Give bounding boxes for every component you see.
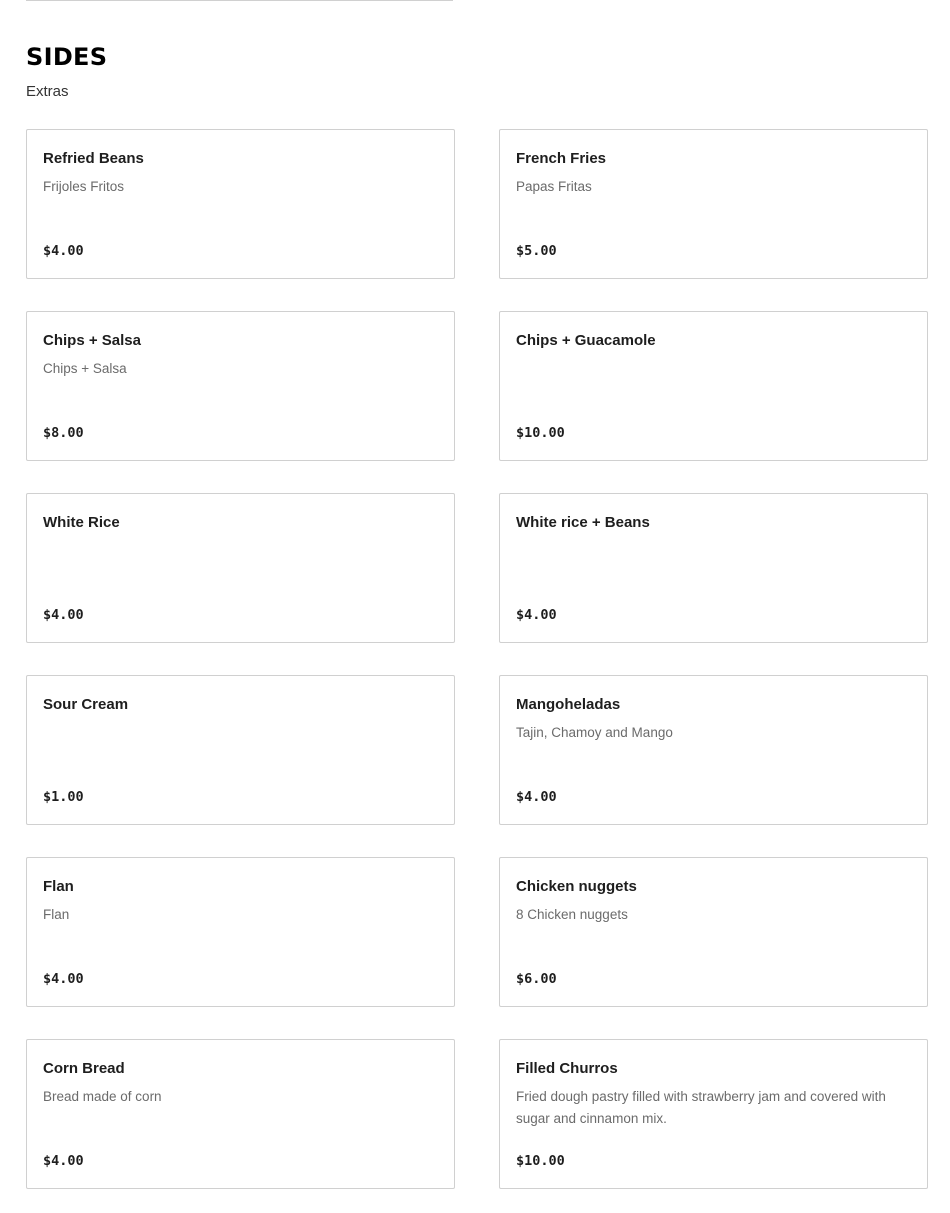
item-price: $4.00 xyxy=(43,971,84,987)
menu-item-card[interactable] xyxy=(499,1039,928,1189)
item-price: $10.00 xyxy=(516,425,565,441)
item-name: Filled Churros xyxy=(516,1060,618,1077)
menu-item-card[interactable] xyxy=(26,857,455,1007)
menu-item-card[interactable] xyxy=(26,129,455,279)
menu-item-card[interactable] xyxy=(499,129,928,279)
section-subtitle: Extras xyxy=(26,83,69,100)
item-description: 8 Chicken nuggets xyxy=(516,907,628,922)
item-price: $5.00 xyxy=(516,243,557,259)
menu-item-card[interactable] xyxy=(499,857,928,1007)
item-price: $4.00 xyxy=(516,607,557,623)
item-name: French Fries xyxy=(516,150,607,167)
item-description: Chips + Salsa xyxy=(43,361,127,376)
item-price: $4.00 xyxy=(43,1153,84,1169)
menu-item-card[interactable] xyxy=(26,1039,455,1189)
section-header xyxy=(26,40,107,102)
item-name: Sour Cream xyxy=(43,696,129,713)
item-price: $6.00 xyxy=(516,971,557,987)
item-description: Fried dough pastry filled with strawberry jam and covered with sugar and cinnamon mix. xyxy=(516,1089,886,1126)
item-price: $4.00 xyxy=(43,607,84,623)
item-price: $8.00 xyxy=(43,425,84,441)
item-price: $10.00 xyxy=(516,1153,565,1169)
item-name: Corn Bread xyxy=(43,1060,125,1077)
item-price: $4.00 xyxy=(43,243,84,259)
menu-item-grid xyxy=(26,129,928,1189)
item-name: White Rice xyxy=(43,514,120,531)
item-name: Chicken nuggets xyxy=(516,878,637,895)
item-description: Papas Fritas xyxy=(516,179,592,194)
item-name: Flan xyxy=(43,878,74,895)
section-title: SIDES xyxy=(26,43,108,71)
item-price: $4.00 xyxy=(516,789,557,805)
menu-item-card[interactable] xyxy=(499,493,928,643)
item-name: Chips + Salsa xyxy=(43,332,141,349)
menu-item-card[interactable] xyxy=(499,311,928,461)
item-name: White rice + Beans xyxy=(516,514,650,531)
item-description: Bread made of corn xyxy=(43,1089,162,1104)
item-price: $1.00 xyxy=(43,789,84,805)
item-name: Refried Beans xyxy=(43,150,144,167)
top-divider xyxy=(26,0,453,1)
menu-item-card[interactable] xyxy=(26,493,455,643)
item-description: Flan xyxy=(43,907,70,922)
menu-item-card[interactable] xyxy=(499,675,928,825)
menu-item-card[interactable] xyxy=(26,311,455,461)
menu-item-card[interactable] xyxy=(26,675,455,825)
item-description: Tajin, Chamoy and Mango xyxy=(516,725,673,740)
item-description: Frijoles Fritos xyxy=(43,179,125,194)
item-name: Chips + Guacamole xyxy=(516,332,656,349)
item-name: Mangoheladas xyxy=(516,696,621,713)
